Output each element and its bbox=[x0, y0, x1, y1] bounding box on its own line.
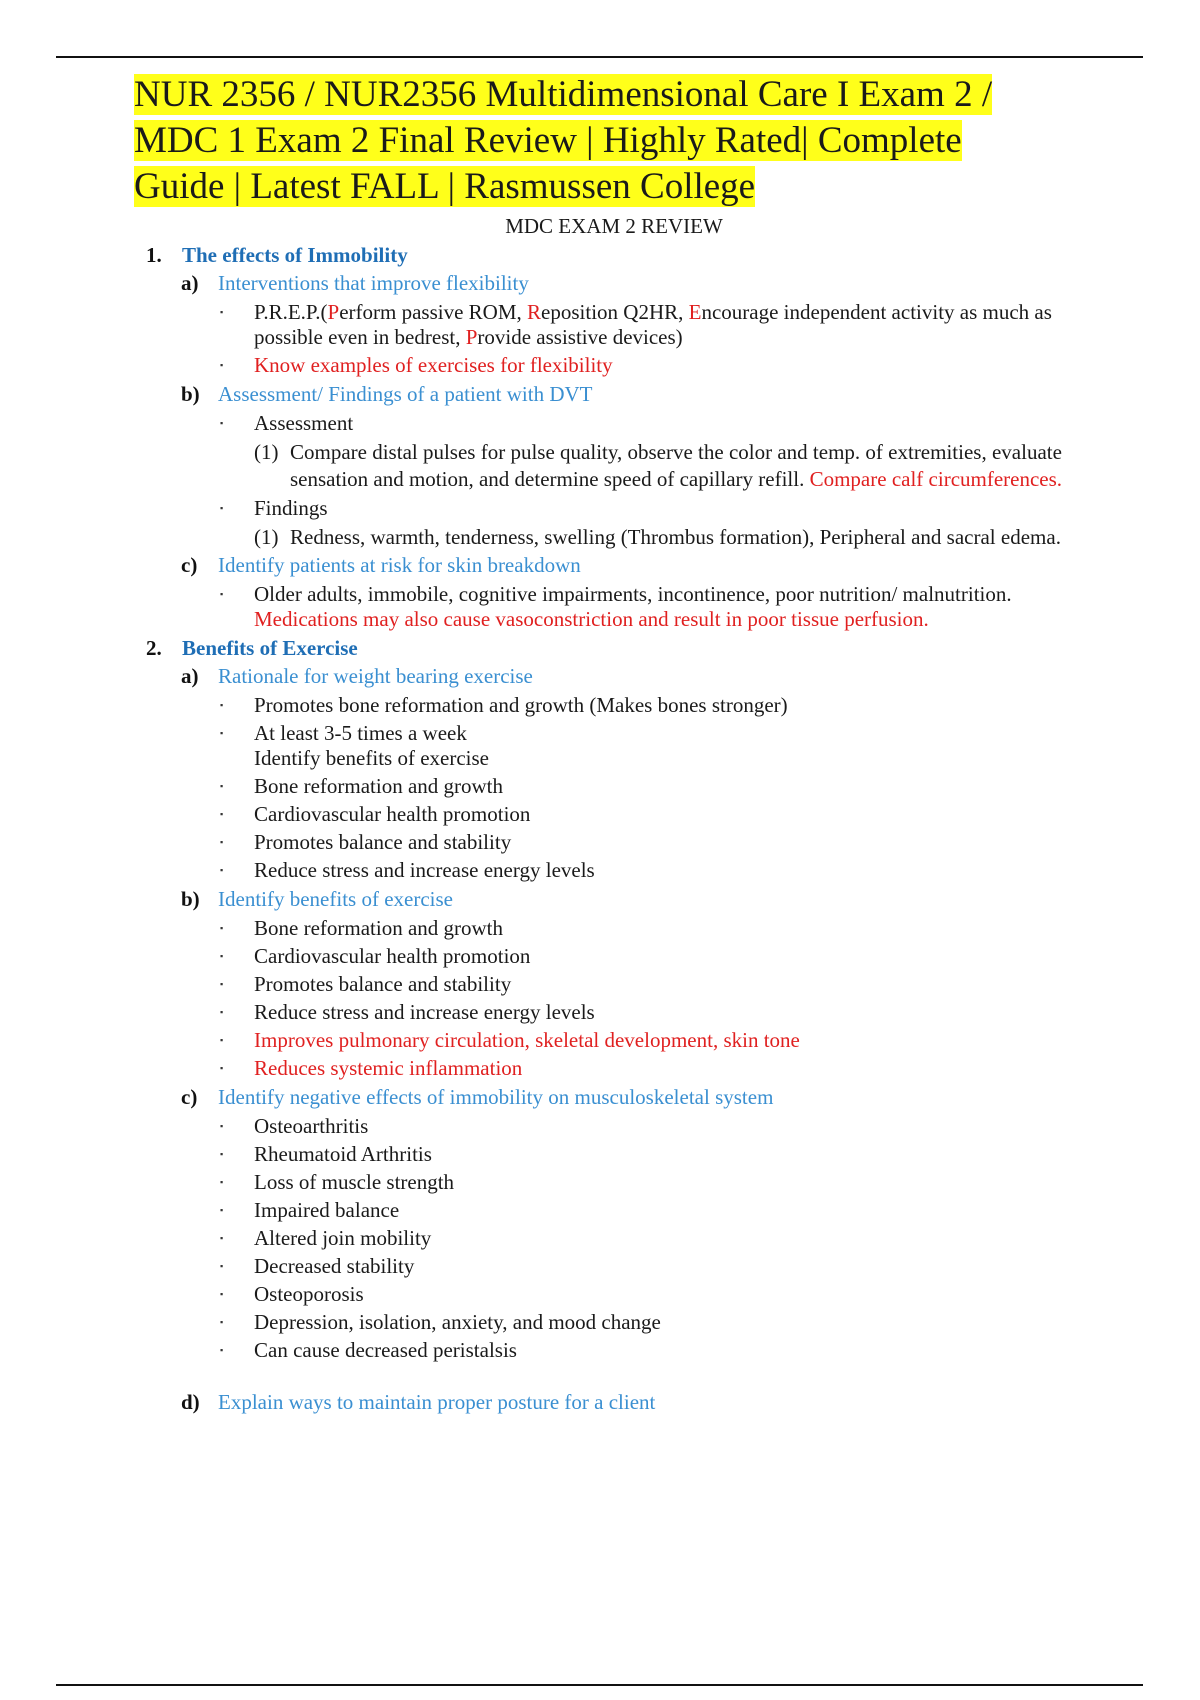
list-item: ▪ Decreased stability bbox=[254, 1254, 1094, 1279]
list-item: ▪ P.R.E.P.(Perform passive ROM, Reposition Q2HR, Encourage independent activity as much as possible even in bedrest, Provide assistive devices) bbox=[254, 300, 1094, 350]
top-rule bbox=[56, 56, 1143, 58]
subsection-heading bbox=[134, 1389, 1094, 1416]
title-line: Guide | Latest FALL | Rasmussen College bbox=[134, 166, 756, 207]
title-line: NUR 2356 / NUR2356 Multidimensional Care I Exam 2 / bbox=[134, 74, 993, 115]
subsection-letter: b) bbox=[181, 887, 200, 911]
subsection-heading bbox=[134, 381, 1094, 408]
subsection-letter: a) bbox=[181, 271, 199, 295]
bullet-list bbox=[134, 496, 1094, 521]
subsection-heading bbox=[134, 270, 1094, 297]
list-item: ▪ Osteoporosis bbox=[254, 1282, 1094, 1307]
list-item: ▪ Assessment bbox=[254, 411, 1094, 436]
section-heading bbox=[134, 635, 1094, 662]
list-item: ▪ Know examples of exercises for flexibility bbox=[254, 353, 1094, 378]
list-item: ▪ Altered join mobility bbox=[254, 1226, 1094, 1251]
section-title: The effects of Immobility bbox=[182, 243, 408, 267]
list-item: ▪ Rheumatoid Arthritis bbox=[254, 1142, 1094, 1167]
bottom-rule bbox=[56, 1684, 1143, 1686]
numbered-item: (1) Compare distal pulses for pulse quality, observe the color and temp. of extremities, evaluate sensation and motion, and determine speed of capillary refill. Compare calf circumferences. bbox=[254, 440, 1063, 491]
bullet-list bbox=[134, 1114, 1094, 1363]
numbered-item: (1) Redness, warmth, tenderness, swelling (Thrombus formation), Peripheral and sacral edema. bbox=[254, 525, 1061, 549]
list-item: ▪ Cardiovascular health promotion bbox=[254, 944, 1094, 969]
list-item: ▪ Findings bbox=[254, 496, 1094, 521]
list-item: ▪ Depression, isolation, anxiety, and mood change bbox=[254, 1310, 1094, 1335]
list-item: ▪ Reduce stress and increase energy levels bbox=[254, 858, 1094, 883]
list-item: ▪ Older adults, immobile, cognitive impairments, incontinence, poor nutrition/ malnutrition. Medications may also cause vasoconstriction and result in poor tissue perfusion. bbox=[254, 582, 1094, 632]
list-item: ▪ Promotes balance and stability bbox=[254, 972, 1094, 997]
document-body bbox=[134, 72, 1094, 1416]
list-item: ▪ Reduce stress and increase energy levels bbox=[254, 1000, 1094, 1025]
bullet-list bbox=[134, 300, 1094, 378]
subsection-title: Identify negative effects of immobility on musculoskeletal system bbox=[218, 1085, 774, 1109]
subsection-heading bbox=[134, 663, 1094, 690]
list-item: ▪ Impaired balance bbox=[254, 1198, 1094, 1223]
subsection-letter: c) bbox=[181, 1085, 198, 1109]
subsection-title: Identify benefits of exercise bbox=[218, 887, 453, 911]
list-item: ▪ Can cause decreased peristalsis bbox=[254, 1338, 1094, 1363]
list-item: ▪ At least 3-5 times a week Identify benefits of exercise bbox=[254, 721, 1094, 771]
document-title bbox=[134, 72, 1094, 210]
document-subtitle: MDC EXAM 2 REVIEW bbox=[505, 214, 723, 238]
section-number: 1. bbox=[146, 243, 162, 267]
list-item: ▪ Cardiovascular health promotion bbox=[254, 802, 1094, 827]
subsection-heading bbox=[134, 1084, 1094, 1111]
bullet-list bbox=[134, 411, 1094, 436]
subsection-title: Assessment/ Findings of a patient with DVT bbox=[218, 382, 593, 406]
list-item: ▪ Loss of muscle strength bbox=[254, 1170, 1094, 1195]
subsection-title: Interventions that improve flexibility bbox=[218, 271, 529, 295]
subsection-letter: a) bbox=[181, 664, 199, 688]
subsection-title: Identify patients at risk for skin breakdown bbox=[218, 553, 581, 577]
subsection-letter: c) bbox=[181, 553, 198, 577]
title-line: MDC 1 Exam 2 Final Review | Highly Rated| Complete bbox=[134, 120, 962, 161]
section-heading bbox=[134, 242, 1094, 269]
subsection-heading bbox=[134, 886, 1094, 913]
subsection-letter: b) bbox=[181, 382, 200, 406]
subsection-title: Explain ways to maintain proper posture for a client bbox=[218, 1390, 656, 1414]
list-item: ▪ Bone reformation and growth bbox=[254, 916, 1094, 941]
subsection-title: Rationale for weight bearing exercise bbox=[218, 664, 533, 688]
subsection-letter: d) bbox=[181, 1390, 200, 1414]
section-title: Benefits of Exercise bbox=[182, 636, 358, 660]
section-number: 2. bbox=[146, 636, 162, 660]
subsection-heading bbox=[134, 552, 1094, 579]
list-item: ▪ Improves pulmonary circulation, skeletal development, skin tone bbox=[254, 1028, 1094, 1053]
bullet-list bbox=[134, 582, 1094, 632]
list-item: ▪ Osteoarthritis bbox=[254, 1114, 1094, 1139]
bullet-list bbox=[134, 693, 1094, 883]
bullet-list bbox=[134, 916, 1094, 1081]
list-item: ▪ Promotes balance and stability bbox=[254, 830, 1094, 855]
list-item: ▪ Bone reformation and growth bbox=[254, 774, 1094, 799]
list-item: ▪ Promotes bone reformation and growth (Makes bones stronger) bbox=[254, 693, 1094, 718]
list-item: ▪ Reduces systemic inflammation bbox=[254, 1056, 1094, 1081]
